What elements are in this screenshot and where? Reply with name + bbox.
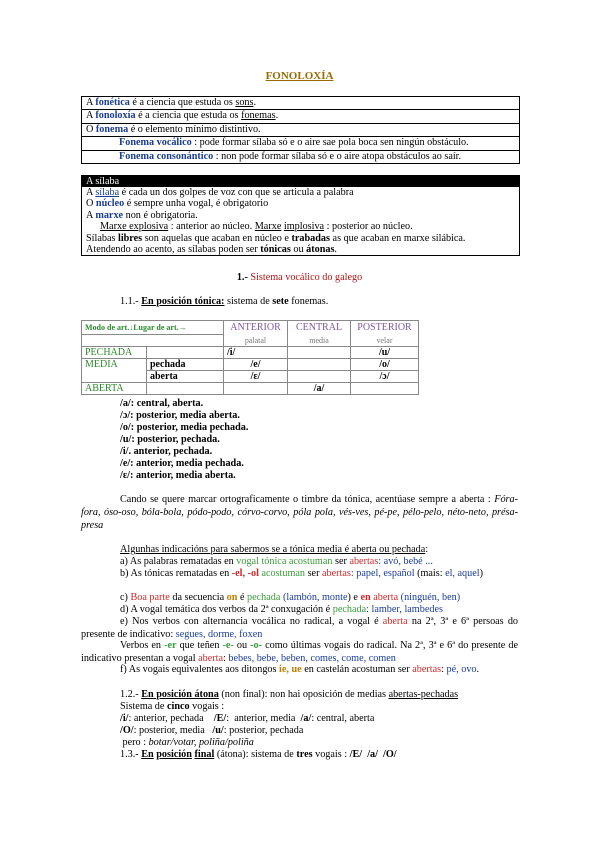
nucleo-line: O núcleo é sempre unha vogal, é obrigatorio bbox=[86, 198, 269, 210]
marxe-line: A marxe non é obrigatoria. bbox=[86, 209, 198, 221]
col-anterior: ANTERIOR bbox=[224, 321, 288, 335]
col-posterior: POSTERIOR bbox=[351, 321, 419, 335]
definitions-box bbox=[81, 96, 520, 164]
silaba-line: A sílaba é cada un dos golpes de voz con que se articula a palabra bbox=[86, 187, 354, 198]
verbos-er: Verbos en -er que teñen -e- ou -o- como últimas vogais do radical. Na 2ª, 3ª e 6ª do presente de indicativo presentan a vogal aberta: bebes, bebe, beben, comes, come, comen bbox=[81, 640, 518, 664]
pero-line: pero : botar/votar, poliña/poliña bbox=[120, 737, 254, 748]
list-item: /o/: posterior, media pechada. bbox=[120, 422, 249, 433]
def-fonoloxia: A fonoloxía é a ciencia que estuda os fonemas. bbox=[82, 110, 519, 123]
rule-e: e) Nos verbos con alternancia vocálica no radical, a vogal é aberta na 2ª, 3ª e 6ª persoas do presente de indicativo: segues, dorme, foxen bbox=[81, 616, 519, 640]
acento-line: Atendendo ao acento, as sílabas poden ser tónicas ou átonas. bbox=[86, 243, 337, 255]
vowel-table: Modo de art.↓Lugar de art.→ ANTERIOR CENTRAL POSTERIOR palatal media velar PECHADA /i/ /u/ MEDIA pechada /e/ /o/ aberta /ɛ/ /ɔ/ ABERTA /a/ bbox=[81, 320, 419, 395]
section-1-1: 1.1.- En posición tónica: sistema de sete fonemas. bbox=[120, 296, 329, 307]
def-fonema: O fonema é o elemento mínimo distintivo. bbox=[82, 124, 519, 137]
list-item: /a/: central, aberta. bbox=[120, 398, 204, 409]
col-central: CENTRAL bbox=[288, 321, 351, 335]
page-title: FONOLOXÍA bbox=[265, 70, 334, 82]
rule-c: c) Boa parte da secuencia on é pechada (lambón, monte) e en aberta (ninguén, ben) bbox=[120, 592, 461, 603]
silaba-box bbox=[81, 175, 520, 256]
sistema-cinco: Sistema de cinco vogais : bbox=[120, 701, 225, 712]
section-1-2: 1.2.- En posición átona (non final): non hai oposición de medias abertas-pechadas bbox=[120, 689, 459, 700]
silaba-heading: A sílaba bbox=[82, 176, 519, 187]
atonas-row-1: /i/: anterior, pechada /E/: anterior, media /a/: central, aberta bbox=[120, 713, 375, 724]
silabas-libres-line: Sílabas libres son aquelas que acaban en núcleo e trabadas as que acaban en marxe silábica. bbox=[86, 232, 466, 244]
list-item: /i/. anterior, pechada. bbox=[120, 446, 213, 457]
marxe-types-line: Marxe explosiva : anterior ao núcleo. Marxe implosiva : posterior ao núcleo. bbox=[100, 221, 413, 233]
list-item: /u/: posterior, pechada. bbox=[120, 434, 220, 445]
section-1-3: 1.3.- En posición final (átona): sistema de tres vogais : /E/ /a/ /O/ bbox=[120, 749, 397, 760]
rule-b: b) As tónicas rematadas en -el, -ol acostuman ser abertas: papel, español (mais: el, aquel) bbox=[120, 568, 484, 579]
vowel-list bbox=[120, 398, 248, 482]
list-item: /e/: anterior, media pechada. bbox=[120, 458, 244, 469]
section-1-heading: 1.- Sistema vocálico do galego bbox=[236, 272, 363, 283]
rule-d: d) A vogal temática dos verbos da 2ª conxugación é pechada: lamber, lambedes bbox=[120, 604, 443, 615]
def-fonema-vocalico: Fonema vocálico : pode formar sílaba só e o aire sae pola boca sen ningún obstáculo. bbox=[82, 137, 519, 150]
list-item: /ɛ/: anterior, media aberta. bbox=[120, 470, 236, 481]
list-item: /ɔ/: posterior, media aberta. bbox=[120, 410, 240, 421]
rule-a: a) As palabras rematadas en vogal tónica acostuman ser abertas: avó, bebé ... bbox=[120, 556, 433, 567]
def-fonetica: A fonética é a ciencia que estuda os sons. bbox=[82, 97, 519, 110]
cando-paragraph: Cando se quere marcar ortograficamente o timbre da tónica, acentúase sempre a aberta : Fóra-fora, óso-oso, bóla-bola, pódo-podo, córvo-corvo, póla pola, vés-ves, pé-pe, pélo-pelo, néto-neto, présa-presa bbox=[81, 494, 519, 531]
rule-f: f) As vogais equivalentes aos ditongos ie, ue en castelán acostuman ser abertas: pé, ovo. bbox=[120, 664, 480, 675]
algunhas-heading: Algunhas indicacións para sabermos se a tónica media é aberta ou pechada: bbox=[120, 544, 429, 555]
atonas-row-2: /O/: posterior, media /u/: posterior, pechada bbox=[120, 725, 304, 736]
def-fonema-consonantico: Fonema consonántico : non pode formar sílaba só e o aire atopa obstáculos ao saír. bbox=[119, 150, 462, 162]
